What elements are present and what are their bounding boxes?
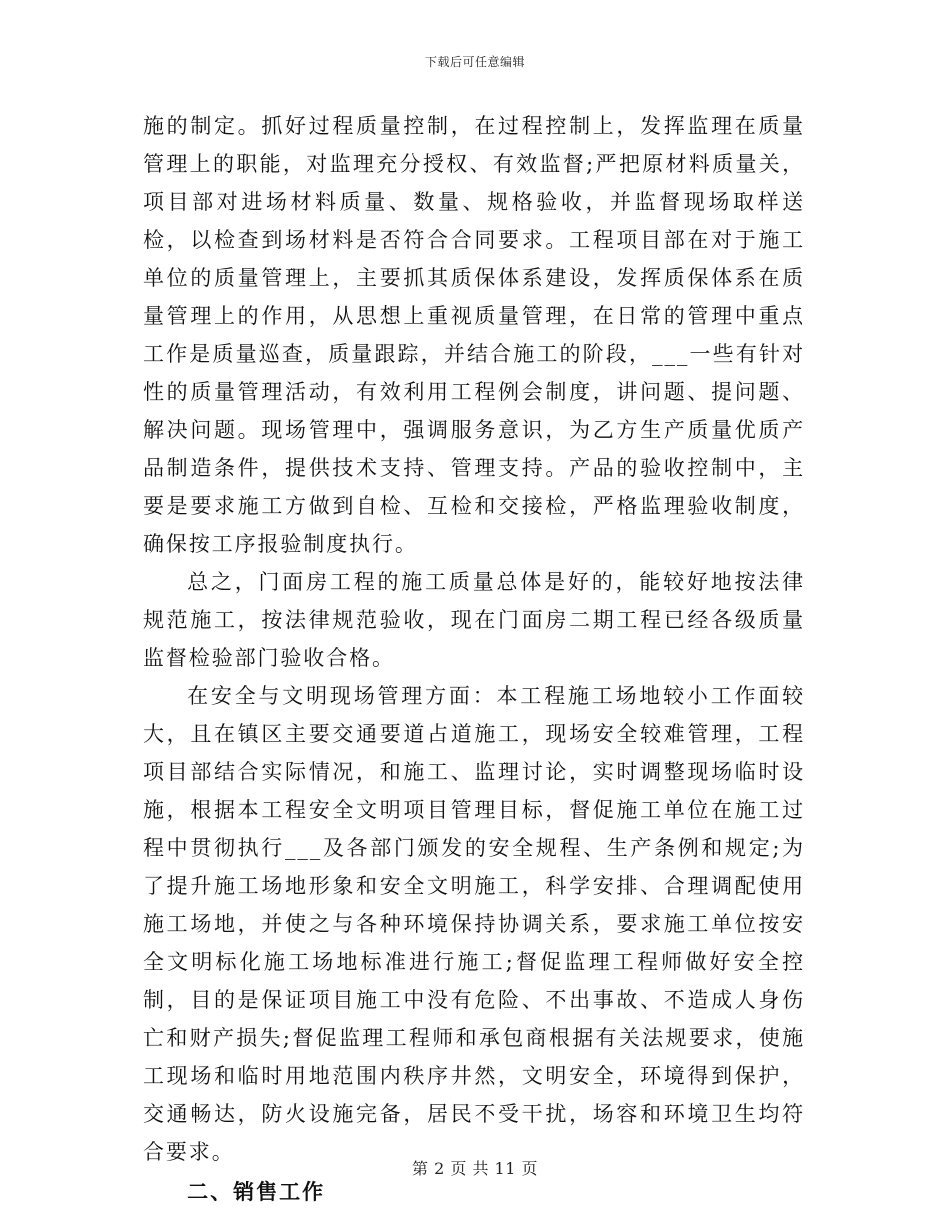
page-header-note: 下载后可任意编辑 bbox=[424, 55, 525, 69]
page-number-footer: 第 2 页 共 11 页 bbox=[412, 1159, 538, 1178]
section-heading-sales: 二、销售工作 bbox=[187, 1179, 326, 1204]
paragraph-safety-management: 在安全与文明现场管理方面：本工程施工场地较小工作面较大，且在镇区主要交通要道占道施工，现场安全较难管理，工程项目部结合实际情况，和施工、监理讨论，实时调整现场临时设施，根据本工程安全文明项目管理目标，督促施工单位在施工过程中贯彻执行___及各部门颁发的安全规程、生产条例和规定;为了提升施工场地形象和安全文明施工，科学安排、合理调配使用施工场地，并使之与各种环境保持协调关系，要求施工单位按安全文明标化施工场地标准进行施工;督促监理工程师做好安全控制，目的是保证项目施工中没有危险、不出事故、不造成人身伤亡和财产损失;督促监理工程师和承包商根据有关法规要求，使施工现场和临时用地范围内秩序井然，文明安全，环境得到保护，交通畅达，防火设施完备，居民不受干扰，场容和环境卫生均符合要求。 bbox=[143, 684, 805, 1164]
document-body bbox=[143, 107, 805, 1211]
paragraph-quality-control: 施的制定。抓好过程质量控制，在过程控制上，发挥监理在质量管理上的职能，对监理充分授权、有效监督;严把原材料质量关，项目部对进场材料质量、数量、规格验收，并监督现场取样送检，以检查到场材料是否符合合同要求。工程项目部在对于施工单位的质量管理上，主要抓其质保体系建设，发挥质保体系在质量管理上的作用，从思想上重视质量管理，在日常的管理中重点工作是质量巡查，质量跟踪，并结合施工的阶段，___一些有针对性的质量管理活动，有效利用工程例会制度，讲问题、提问题、解决问题。现场管理中，强调服务意识，为乙方生产质量优质产品制造条件，提供技术支持、管理支持。产品的验收控制中，主要是要求施工方做到自检、互检和交接检，严格监理验收制度，确保按工序报验制度执行。 bbox=[143, 114, 805, 556]
paragraph-quality-summary: 总之，门面房工程的施工质量总体是好的，能较好地按法律规范施工，按法律规范验收，现在门面房二期工程已经各级质量监督检验部门验收合格。 bbox=[143, 570, 805, 670]
